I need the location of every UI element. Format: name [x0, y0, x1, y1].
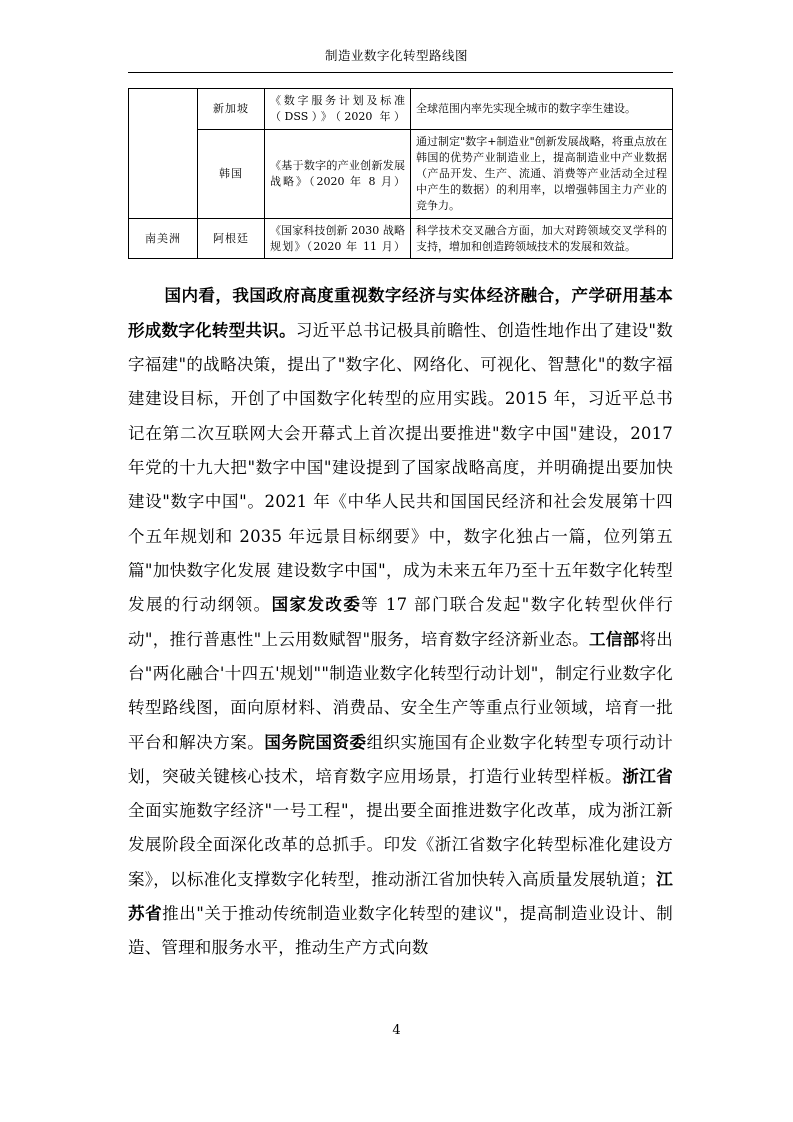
paragraph-lead-bold: 国内看，我国政府高度重视数字经济与实体经济融合，产学研用基本形成数字化转型共识。 — [128, 286, 673, 340]
table-cell-country: 韩国 — [198, 129, 265, 218]
table-cell-policy: 《基于数字的产业创新发展战略》（2020 年 8 月） — [265, 129, 411, 218]
table-cell-description: 全球范围内率先实现全城市的数字孪生建设。 — [411, 89, 673, 130]
page-content — [128, 88, 673, 982]
table-cell-region — [129, 89, 198, 219]
paragraph-segment-5: 全面实施数字经济"一号工程"，提出要全面推进数字化改革，成为浙江新发展阶段全面深化改革的总抓手。印发《浙江省数字化转型标准化建设方案》，以标准化支撑数字化转型，推动浙江省加快转入高质量发展轨道； — [128, 801, 673, 889]
paragraph-bold-2: 国家发改委 — [271, 595, 362, 615]
paragraph-segment-6: 推出"关于推动传统制造业数字化转型的建议"，提高制造业设计、制造、管理和服务水平，推动生产方式向数 — [128, 904, 673, 958]
policy-table — [128, 88, 673, 259]
paragraph-segment-4: 组织实施国有企业数字化转型专项行动计划，突破关键核心技术，培育数字应用场景，打造行业转型样板。 — [128, 732, 673, 786]
body-paragraph — [128, 279, 673, 965]
table-row — [129, 89, 673, 130]
table-cell-description: 通过制定"数字+制造业"创新发展战略，将重点放在韩国的优势产业制造业上，提高制造业中产业数据（产品开发、生产、流通、消费等产业活动全过程中产生的数据）的利用率，以增强韩国主力产业的竞争力。 — [411, 129, 673, 218]
paragraph-bold-6: 江苏省 — [128, 869, 674, 924]
table-cell-policy: 《国家科技创新 2030 战略规划》（2020 年 11 月） — [265, 218, 411, 259]
header-divider — [128, 72, 673, 73]
paragraph-bold-4: 国务院国资委 — [264, 732, 367, 752]
table-row — [129, 129, 673, 218]
paragraph-segment-3: 将出台"两化融合'十四五'规划""制造业数字化转型行动计划"，制定行业数字化转型路线图，面向原材料、消费品、安全生产等重点行业领域，培育一批平台和解决方案。 — [128, 629, 674, 752]
table-cell-country: 新加坡 — [198, 89, 265, 130]
paragraph-bold-3: 工信部 — [589, 629, 640, 649]
paragraph-segment-1: 习近平总书记极具前瞻性、创造性地作出了建设"数字福建"的战略决策，提出了"数字化、网络化、可视化、智慧化"的数字福建建设目标，开创了中国数字化转型的应用实践。2015 年，习近平总书记在第二次互联网大会开幕式上首次提出要推进"数字中国"建设，2017 年党的十九大把"数字中国"建设提到了国家战略高度，并明确提出要加快建设"数字中国"。2021 年《中华人民共和国国民经济和社会发展第十四个五年规划和 2035 年远景目标纲要》中，数字化独占一篇，位列第五篇"加快数字化发展 建设数字中国"，成为未来五年乃至十五年数字化转型发展的行动纲领。 — [128, 320, 673, 615]
table-row — [129, 218, 673, 259]
page-header: 制造业数字化转型路线图 — [324, 48, 468, 63]
table-cell-region: 南美洲 — [129, 218, 198, 259]
table-cell-country: 阿根廷 — [198, 218, 265, 259]
paragraph-bold-5: 浙江省 — [622, 766, 673, 786]
page-number: 4 — [392, 1023, 401, 1038]
table-cell-policy: 《数字服务计划及标准（DSS）》（2020 年） — [265, 89, 411, 130]
table-cell-description: 科学技术交叉融合方面，加大对跨领域交叉学科的支持，增加和创造跨领域技术的发展和效益。 — [411, 218, 673, 259]
paragraph-segment-2: 等 17 部门联合发起"数字化转型伙伴行动"，推行普惠性"上云用数赋智"服务，培育数字经济新业态。 — [128, 595, 673, 649]
